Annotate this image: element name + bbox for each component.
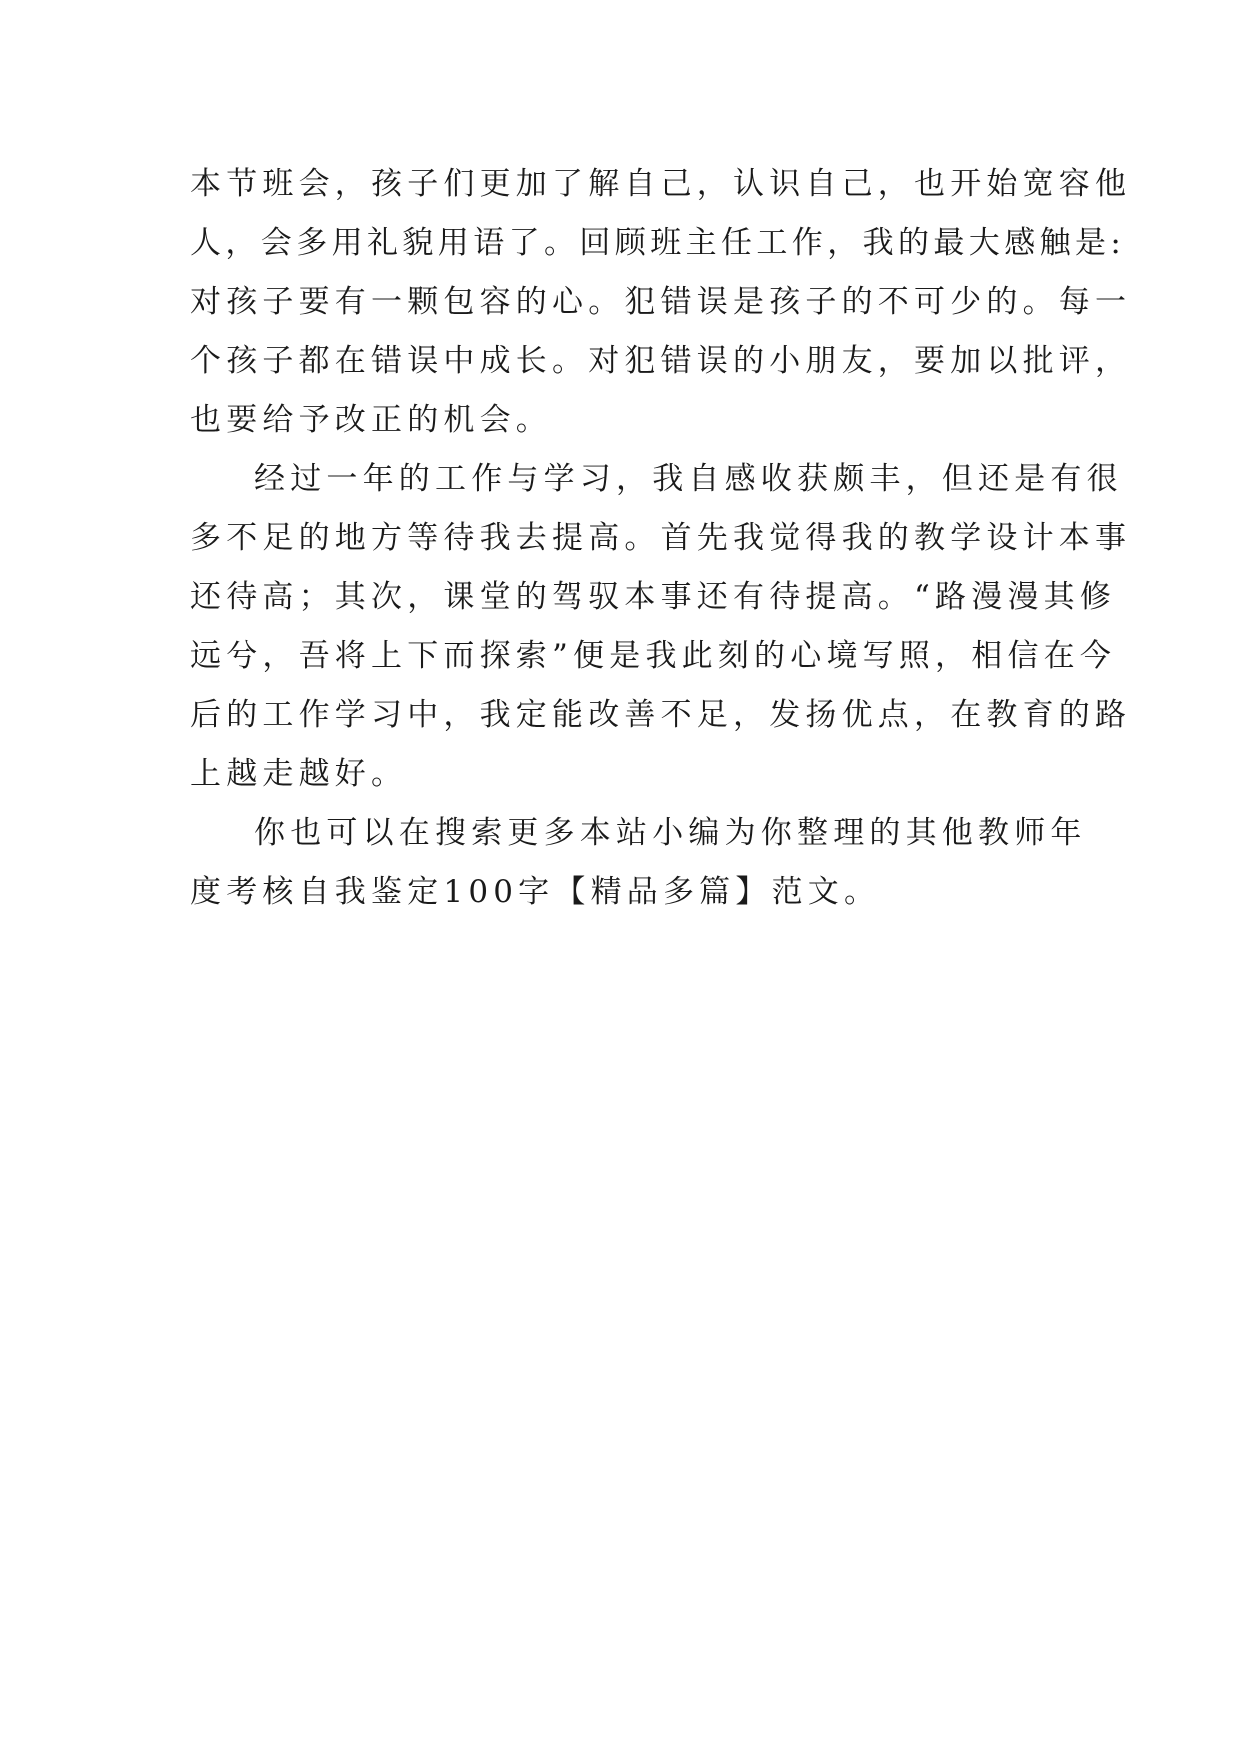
paragraph-line: 本节班会，孩子们更加了解自己，认识自己，也开始宽容他 <box>190 166 1132 202</box>
paragraph-line: 还待高；其次，课堂的驾驭本事还有待提高。“路漫漫其修 <box>190 579 1117 615</box>
paragraph-line: 度考核自我鉴定100字【精品多篇】范文。 <box>190 874 881 910</box>
paragraph-line: 也要给予改正的机会。 <box>190 402 552 438</box>
paragraph-first-line: 经过一年的工作与学习，我自感收获颇丰，但还是有很 <box>254 461 1123 497</box>
paragraph-line: 多不足的地方等待我去提高。首先我觉得我的教学设计本事 <box>190 520 1132 556</box>
paragraph-first-line: 你也可以在搜索更多本站小编为你整理的其他教师年 <box>254 815 1087 851</box>
paragraph-line: 上越走越好。 <box>190 756 408 792</box>
paragraph-line: 远兮，吾将上下而探索”便是我此刻的心境写照，相信在今 <box>190 638 1117 674</box>
paragraph-line: 个孩子都在错误中成长。对犯错误的小朋友，要加以批评， <box>190 343 1132 379</box>
paragraph-line: 后的工作学习中，我定能改善不足，发扬优点，在教育的路 <box>190 697 1132 733</box>
paragraph-line: 人，会多用礼貌用语了。回顾班主任工作，我的最大感触是: <box>190 225 1126 261</box>
document-body <box>190 155 1132 922</box>
paragraph-line: 对孩子要有一颗包容的心。犯错误是孩子的不可少的。每一 <box>190 284 1132 320</box>
